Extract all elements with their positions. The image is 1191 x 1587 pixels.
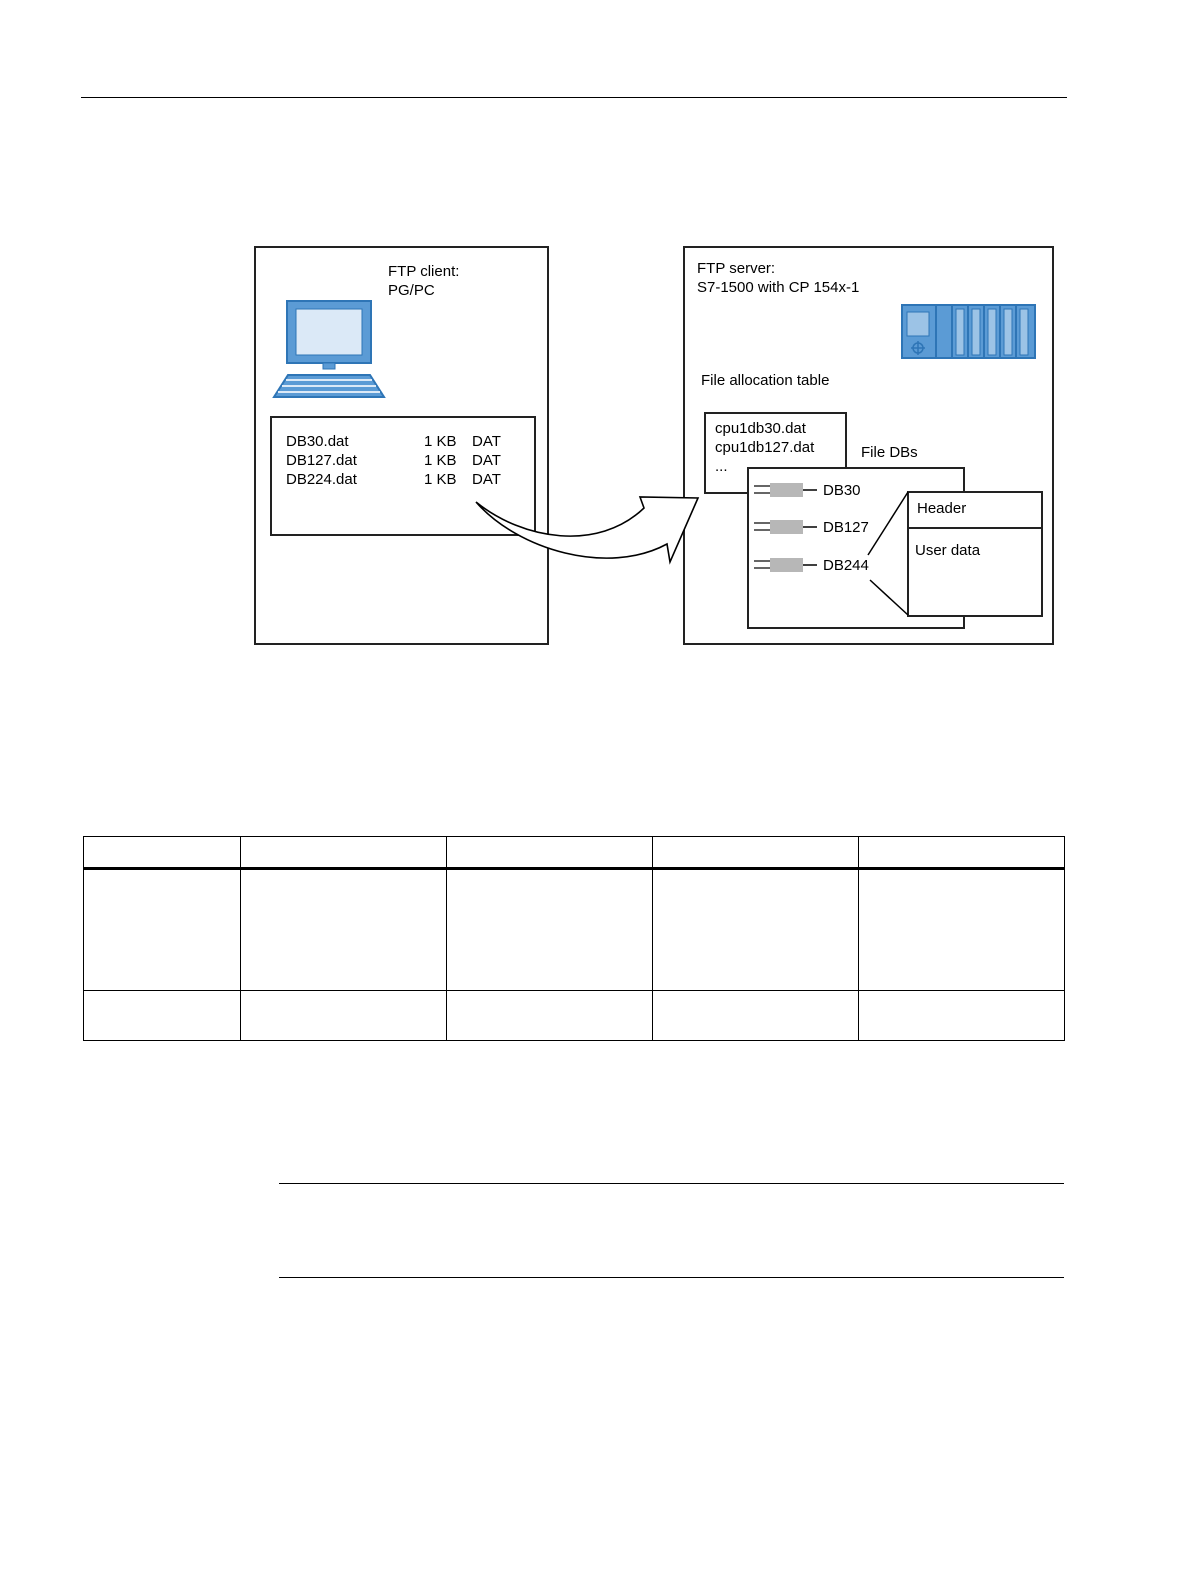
table-header-cell	[84, 837, 241, 869]
file-name: DB30.dat	[286, 433, 349, 450]
plc-icon	[901, 304, 1037, 360]
file-size: 1 KB	[424, 433, 457, 450]
db-user-data-label: User data	[915, 542, 981, 559]
table-cell	[653, 991, 859, 1041]
table-cell	[241, 869, 447, 991]
table-cell	[447, 869, 653, 991]
db-label: DB30	[823, 482, 861, 499]
table-cell	[447, 991, 653, 1041]
server-title-line1: FTP server:	[697, 260, 776, 277]
table-cell	[859, 869, 1065, 991]
table-header-cell	[653, 837, 859, 869]
file-allocation-table-label: File allocation table	[701, 372, 830, 389]
file-size: 1 KB	[424, 471, 457, 488]
fat-entry: cpu1db30.dat	[715, 420, 806, 437]
file-name: DB127.dat	[286, 452, 357, 469]
fat-entry: ...	[715, 458, 728, 475]
file-type: DAT	[472, 452, 501, 469]
db-label: DB244	[823, 557, 869, 574]
table-header-row	[84, 837, 1065, 869]
fat-entry: cpu1db127.dat	[715, 439, 815, 456]
table-cell	[859, 991, 1065, 1041]
table-header-cell	[859, 837, 1065, 869]
file-name: DB224.dat	[286, 471, 357, 488]
table-header-cell	[241, 837, 447, 869]
db-label: DB127	[823, 519, 869, 536]
transfer-arrow	[468, 490, 708, 570]
note-top-rule	[279, 1183, 1064, 1184]
client-title-line1: FTP client:	[388, 263, 460, 280]
client-file-row	[272, 451, 534, 470]
zoom-lines	[860, 485, 920, 625]
db-connector-icon	[754, 556, 820, 574]
table-header-cell	[447, 837, 653, 869]
table-cell	[241, 991, 447, 1041]
db-header-label: Header	[917, 500, 967, 517]
file-type: DAT	[472, 471, 501, 488]
table-cell	[84, 869, 241, 991]
db-connector-icon	[754, 481, 820, 499]
file-dbs-label: File DBs	[861, 444, 918, 461]
data-table	[83, 836, 1065, 1041]
table-row	[84, 869, 1065, 991]
file-type: DAT	[472, 433, 501, 450]
table-cell	[84, 991, 241, 1041]
page-top-rule	[81, 97, 1067, 98]
file-size: 1 KB	[424, 452, 457, 469]
client-file-row	[272, 470, 534, 489]
client-title-line2: PG/PC	[388, 282, 435, 299]
client-file-row	[272, 432, 534, 451]
table-cell	[653, 869, 859, 991]
db-connector-icon	[754, 518, 820, 536]
computer-icon	[272, 300, 388, 402]
table-row	[84, 991, 1065, 1041]
note-bottom-rule	[279, 1277, 1064, 1278]
server-title-line2: S7-1500 with CP 154x-1	[697, 279, 860, 296]
